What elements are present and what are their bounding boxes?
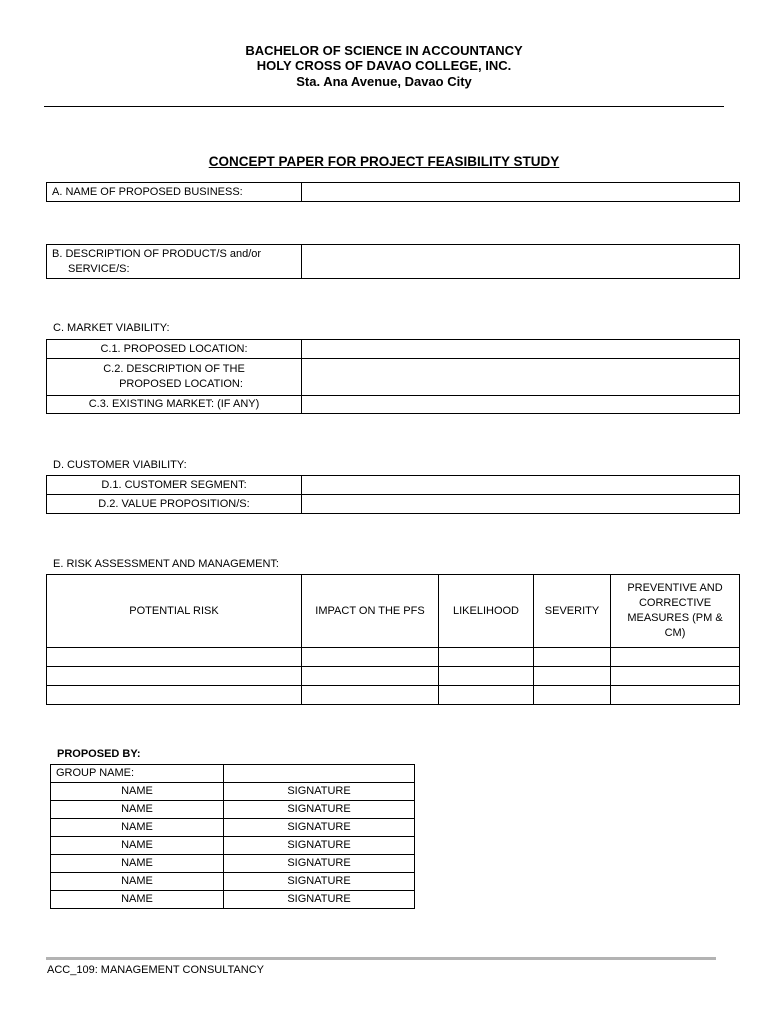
location-description-label-line2: PROPOSED LOCATION:: [119, 378, 243, 390]
market-viability-table: [46, 339, 740, 414]
member-row: [51, 783, 415, 801]
potential-risk-header: POTENTIAL RISK: [47, 575, 302, 648]
section-a-table: [46, 182, 740, 202]
member-signature-cell[interactable]: SIGNATURE: [224, 819, 415, 837]
member-name-cell[interactable]: NAME: [51, 855, 224, 873]
severity-cell[interactable]: [534, 648, 611, 667]
risk-row: [47, 667, 740, 686]
footer-divider: [46, 957, 716, 960]
measures-cell[interactable]: [611, 667, 740, 686]
section-b-table: [46, 244, 740, 279]
member-name-cell[interactable]: NAME: [51, 783, 224, 801]
business-name-label: A. NAME OF PROPOSED BUSINESS:: [47, 183, 302, 202]
measures-header-line3: MEASURES (PM &: [627, 612, 723, 624]
severity-cell[interactable]: [534, 686, 611, 705]
group-name-label: GROUP NAME:: [51, 765, 224, 783]
proposed-by-heading: PROPOSED BY:: [57, 748, 141, 760]
risk-cell[interactable]: [47, 648, 302, 667]
risk-assessment-heading: E. RISK ASSESSMENT AND MANAGEMENT:: [53, 558, 279, 570]
business-name-field[interactable]: [302, 183, 740, 202]
impact-cell[interactable]: [302, 686, 439, 705]
measures-cell[interactable]: [611, 648, 740, 667]
member-signature-cell[interactable]: SIGNATURE: [224, 801, 415, 819]
likelihood-cell[interactable]: [439, 648, 534, 667]
risk-row: [47, 648, 740, 667]
market-viability-heading: C. MARKET VIABILITY:: [53, 322, 170, 334]
value-proposition-label: D.2. VALUE PROPOSITION/S:: [47, 495, 302, 514]
severity-cell[interactable]: [534, 667, 611, 686]
risk-cell[interactable]: [47, 667, 302, 686]
member-name-cell[interactable]: NAME: [51, 891, 224, 909]
measures-header-line1: PREVENTIVE AND: [627, 582, 723, 594]
member-name-cell[interactable]: NAME: [51, 873, 224, 891]
location-description-field[interactable]: [302, 359, 740, 396]
product-description-field[interactable]: [302, 245, 740, 279]
product-description-label-line1: B. DESCRIPTION OF PRODUCT/S and/or: [52, 247, 262, 260]
member-row: [51, 855, 415, 873]
existing-market-label: C.3. EXISTING MARKET: (IF ANY): [47, 396, 302, 414]
customer-viability-heading: D. CUSTOMER VIABILITY:: [53, 459, 187, 471]
member-name-cell[interactable]: NAME: [51, 801, 224, 819]
course-footer: ACC_109: MANAGEMENT CONSULTANCY: [47, 964, 264, 976]
value-proposition-field[interactable]: [302, 495, 740, 514]
impact-cell[interactable]: [302, 648, 439, 667]
risk-assessment-table: [46, 574, 740, 705]
institution-name: HOLY CROSS OF DAVAO COLLEGE, INC.: [256, 58, 512, 73]
location-description-label-line1: C.2. DESCRIPTION OF THE: [103, 363, 245, 375]
impact-header: IMPACT ON THE PFS: [302, 575, 439, 648]
member-row: [51, 819, 415, 837]
product-description-label: [47, 245, 302, 279]
risk-cell[interactable]: [47, 686, 302, 705]
measures-header-line4: CM): [664, 627, 686, 639]
header-divider: [44, 106, 724, 107]
proposed-by-table: [50, 764, 415, 909]
institution-program: BACHELOR OF SCIENCE IN ACCOUNTANCY: [245, 43, 523, 58]
customer-segment-field[interactable]: [302, 476, 740, 495]
member-row: [51, 873, 415, 891]
likelihood-cell[interactable]: [439, 686, 534, 705]
risk-row: [47, 686, 740, 705]
measures-header-line2: CORRECTIVE: [638, 597, 712, 609]
member-name-cell[interactable]: NAME: [51, 837, 224, 855]
likelihood-header: LIKELIHOOD: [439, 575, 534, 648]
member-name-cell[interactable]: NAME: [51, 819, 224, 837]
member-row: [51, 837, 415, 855]
customer-segment-label: D.1. CUSTOMER SEGMENT:: [47, 476, 302, 495]
customer-viability-table: [46, 475, 740, 514]
measures-header: [611, 575, 740, 648]
member-row: [51, 801, 415, 819]
member-row: [51, 891, 415, 909]
location-description-label: [47, 359, 302, 396]
impact-cell[interactable]: [302, 667, 439, 686]
group-name-field[interactable]: [224, 765, 415, 783]
document-title: CONCEPT PAPER FOR PROJECT FEASIBILITY STUDY: [208, 154, 560, 169]
existing-market-field[interactable]: [302, 396, 740, 414]
member-signature-cell[interactable]: SIGNATURE: [224, 783, 415, 801]
proposed-location-label: C.1. PROPOSED LOCATION:: [47, 340, 302, 359]
severity-header: SEVERITY: [534, 575, 611, 648]
member-signature-cell[interactable]: SIGNATURE: [224, 891, 415, 909]
product-description-label-line2: SERVICE/S:: [68, 262, 130, 275]
member-signature-cell[interactable]: SIGNATURE: [224, 873, 415, 891]
institution-address: Sta. Ana Avenue, Davao City: [296, 74, 472, 89]
measures-cell[interactable]: [611, 686, 740, 705]
member-signature-cell[interactable]: SIGNATURE: [224, 837, 415, 855]
member-signature-cell[interactable]: SIGNATURE: [224, 855, 415, 873]
proposed-location-field[interactable]: [302, 340, 740, 359]
likelihood-cell[interactable]: [439, 667, 534, 686]
